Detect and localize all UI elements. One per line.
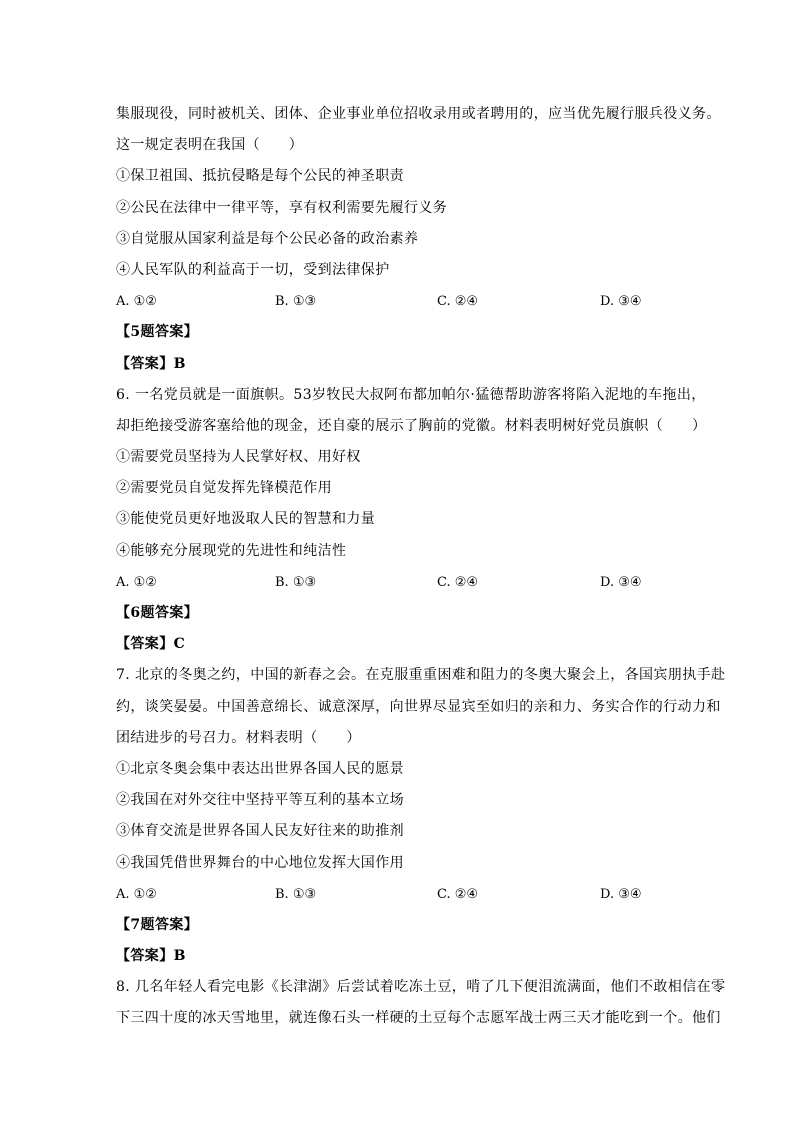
q5-option-1: ①保卫祖国、抵抗侵略是每个公民的神圣职责 xyxy=(116,168,404,185)
q6-choice-c: C. ②④ xyxy=(437,574,479,590)
q7-choice-d: D. ③④ xyxy=(600,886,642,902)
q5-choice-d: D. ③④ xyxy=(600,294,642,310)
q7-choice-b: B. ①③ xyxy=(275,886,317,902)
q5-choice-b: B. ①③ xyxy=(275,294,317,310)
q7-answer-header: 【7题答案】 xyxy=(116,916,199,933)
page-content xyxy=(116,99,726,1035)
q6-option-4: ④能够充分展现党的先进性和纯洁性 xyxy=(116,542,347,559)
q7-stem-line-3: 团结进步的号召力。材料表明（ ） xyxy=(116,729,361,746)
q7-stem-line-1: 7. 北京的冬奥之约，中国的新春之会。在克服重重困难和阻力的冬奥大聚会上，各国宾朋执手赴 xyxy=(116,667,726,684)
q7-answer: 【答案】B xyxy=(116,948,186,965)
q6-option-3: ③能使党员更好地汲取人民的智慧和力量 xyxy=(116,511,376,528)
q5-choices xyxy=(116,286,716,317)
q5-choice-c: C. ②④ xyxy=(437,294,479,310)
q5-option-4: ④人民军队的利益高于一切，受到法律保护 xyxy=(116,261,390,278)
q5-stem-line-2: 这一规定表明在我国（ ） xyxy=(116,137,304,154)
q5-stem-line-1: 集服现役，同时被机关、团体、企业事业单位招收录用或者聘用的，应当优先履行服兵役义务。 xyxy=(116,106,721,122)
q5-option-3: ③自觉服从国家利益是每个公民必备的政治素养 xyxy=(116,230,419,247)
q6-stem-line-2: 却拒绝接受游客塞给他的现金，还自豪的展示了胸前的党徽。材料表明树好党员旗帜（ ） xyxy=(116,417,707,434)
q7-option-2: ②我国在对外交往中坚持平等互利的基本立场 xyxy=(116,792,404,809)
q6-answer: 【答案】C xyxy=(116,636,186,653)
q6-choice-b: B. ①③ xyxy=(275,574,317,590)
q6-choice-d: D. ③④ xyxy=(600,574,642,590)
q7-choice-a: A. ①② xyxy=(116,886,157,902)
q6-stem-line-1: 6. 一名党员就是一面旗帜。53岁牧民大叔阿布都加帕尔·猛德帮助游客将陷入泥地的车拖出， xyxy=(116,386,706,403)
q5-answer: 【答案】B xyxy=(116,355,186,372)
q5-answer-header: 【5题答案】 xyxy=(116,324,199,341)
q6-choice-a: A. ①② xyxy=(116,574,157,590)
q7-option-3: ③体育交流是世界各国人民友好往来的助推剂 xyxy=(116,823,404,840)
q6-choices xyxy=(116,567,716,598)
q6-option-1: ①需要党员坚持为人民掌好权、用好权 xyxy=(116,449,361,466)
q6-answer-header: 【6题答案】 xyxy=(116,605,199,621)
q7-choices xyxy=(116,879,716,910)
q8-stem-line-2: 下三四十度的冰天雪地里，就连像石头一样硬的土豆每个志愿军战士两三天才能吃到一个。他们 xyxy=(116,1010,721,1027)
q5-choice-a: A. ①② xyxy=(116,294,157,310)
q7-option-4: ④我国凭借世界舞台的中心地位发挥大国作用 xyxy=(116,854,404,871)
q5-option-2: ②公民在法律中一律平等，享有权利需要先履行义务 xyxy=(116,199,448,216)
q7-stem-line-2: 约，谈笑晏晏。中国善意绵长、诚意深厚，向世界尽显宾至如归的亲和力、务实合作的行动力和 xyxy=(116,698,721,715)
q6-option-2: ②需要党员自觉发挥先锋模范作用 xyxy=(116,480,332,497)
q7-option-1: ①北京冬奥会集中表达出世界各国人民的愿景 xyxy=(116,760,404,777)
q8-stem-line-1: 8. 几名年轻人看完电影《长津湖》后尝试着吃冻土豆，啃了几下便泪流满面，他们不敢相信在零 xyxy=(116,979,726,996)
q7-choice-c: C. ②④ xyxy=(437,886,479,902)
